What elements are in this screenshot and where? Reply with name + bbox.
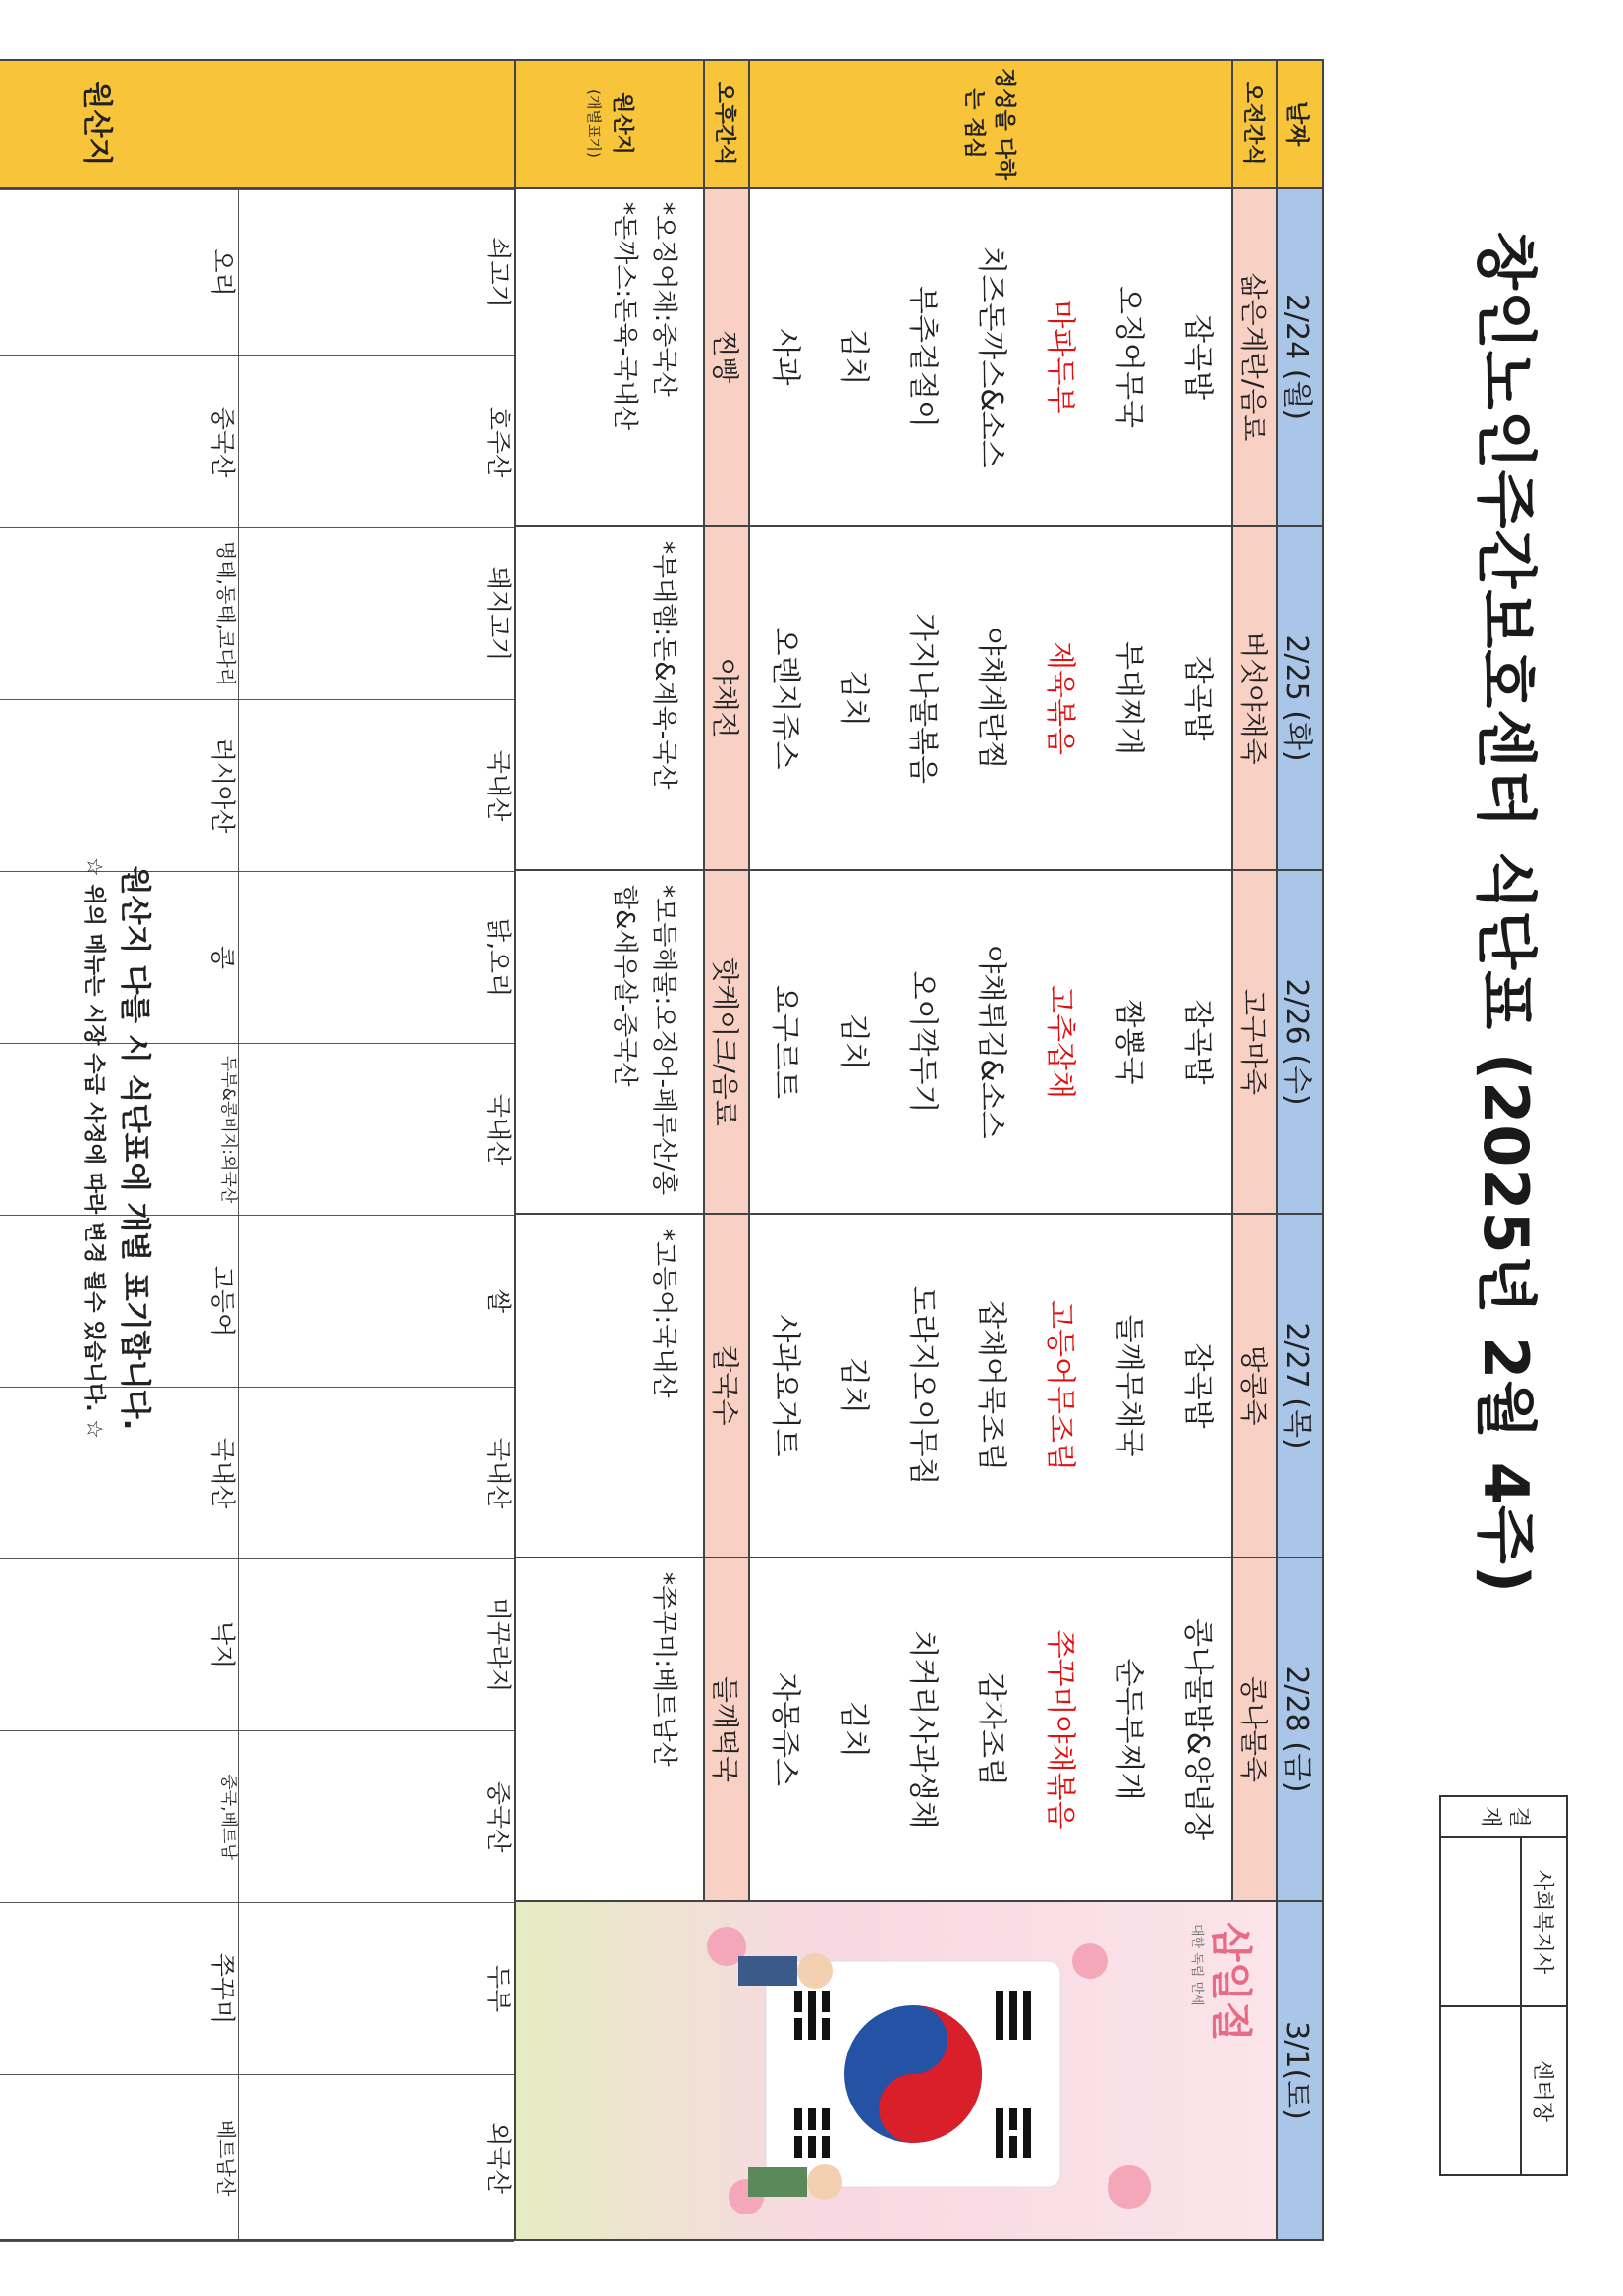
day-lunch: [749, 1214, 1232, 1558]
lunch-item: 사과: [768, 328, 802, 386]
pm-snack: 들깨떡국: [704, 1558, 749, 1901]
origin-item: 쭈꾸미: [0, 1903, 239, 2075]
origin-item: 돼지고기: [239, 528, 514, 700]
origin-note: *부대햄:돈&계육-국산: [515, 526, 704, 870]
origin-country: 외국산: [239, 2075, 514, 2242]
pm-snack: 야채전: [704, 526, 749, 870]
pm-snack: 핫케이크/음료: [704, 870, 749, 1214]
origin-item: 두부: [239, 1903, 514, 2075]
lunch-item: 부대찌개: [1111, 641, 1146, 755]
footer-notice: 원산지 다를 시 식단표에 개별 표기합니다.: [117, 865, 152, 1431]
am-snack-row: [1232, 60, 1277, 2240]
day-lunch: [749, 188, 1232, 526]
origin-country: 국내산: [239, 1388, 514, 1559]
lunch-item: 순두부찌개: [1111, 1658, 1146, 1801]
holiday-cell: [515, 1901, 1277, 2240]
approval-role: 사회복지사: [1521, 1837, 1567, 2006]
day-lunch: [749, 870, 1232, 1214]
lunch-item: 오이깍두기: [905, 970, 940, 1114]
origin-item: 명태,동태,코다리: [0, 528, 239, 700]
lunch-item: 부추겉절이: [905, 286, 940, 428]
origin-note: *고등어:국내산: [515, 1214, 704, 1558]
day-date: 3/1(토): [1277, 1901, 1323, 2240]
origin-note-label: 원산지: [609, 92, 634, 155]
lunch-item: 콩나물밥&양념장: [1180, 1617, 1215, 1841]
lunch-item: 김치: [837, 328, 871, 386]
row-label: [515, 60, 704, 188]
lunch-item: 야채계란찜: [974, 627, 1008, 770]
day-date: 2/25 (화): [1277, 526, 1323, 870]
approval-box: [1439, 1795, 1568, 2176]
menu-table: [0, 59, 1324, 2241]
origin-item: 미꾸라지: [239, 1559, 514, 1731]
origin-country: 국내산: [0, 1388, 239, 1559]
origin-country: 두부&콩비지:외국산: [0, 1044, 239, 1216]
lunch-item: 치즈돈까스&소스: [974, 246, 1008, 468]
origin-item: 콩: [0, 872, 239, 1044]
lunch-item: 자몽쥬스: [768, 1672, 802, 1786]
lunch-item-main: 쭈꾸미야채볶음: [1043, 1629, 1077, 1830]
lunch-item-main: 제육볶음: [1043, 641, 1077, 755]
lunch-item: 야채튀김&소스: [974, 945, 1008, 1139]
lunch-item: 김치: [837, 1013, 871, 1070]
lunch-item-main: 고등어무조림: [1043, 1300, 1077, 1471]
holiday-subtitle: 대한 독립 만세: [1189, 1924, 1204, 2006]
lunch-item: 잡곡밥: [1180, 999, 1215, 1085]
origin-table-cell: [0, 188, 515, 2240]
row-label: 원산지: [0, 60, 515, 188]
day-date: 2/24 (월): [1277, 188, 1323, 526]
page-title: 창인노인주간보호센터 식단표 (2025년 2월 4주): [1470, 231, 1542, 1595]
day-date: 2/28 (금): [1277, 1558, 1323, 1901]
lunch-item: 잡곡밥: [1180, 655, 1215, 741]
lunch-item: 오렌지쥬스: [768, 627, 802, 770]
row-label: 정성을 다하는 점심: [749, 60, 1232, 188]
origin-grid-row: [239, 190, 514, 2242]
am-snack: 콩나물죽: [1232, 1558, 1277, 1901]
origin-country: 중국산: [239, 1731, 514, 1903]
lunch-item-main: 마파두부: [1043, 300, 1077, 414]
pm-snack: 찐빵: [704, 188, 749, 526]
lunch-item: 김치: [837, 1701, 871, 1758]
origin-country: 호주산: [239, 356, 514, 528]
lunch-item: 요구르트: [768, 985, 802, 1099]
origin-item: 쌀: [239, 1216, 514, 1388]
origin-country: 국내산: [239, 700, 514, 872]
lunch-item: 가지나물볶음: [905, 613, 940, 784]
lunch-item: 김치: [837, 670, 871, 727]
lunch-item: 짬뽕국: [1111, 999, 1146, 1085]
lunch-item: 잡곡밥: [1180, 314, 1215, 400]
footer-disclaimer: ☆ 위의 메뉴는 시장 수급 사정에 따라 변경 될수 있습니다. ☆: [81, 857, 106, 1439]
date-row: [1277, 60, 1323, 2240]
origin-row: [0, 60, 515, 2240]
origin-grid: [0, 189, 514, 2242]
am-snack: 고구마죽: [1232, 870, 1277, 1214]
day-date: 2/26 (수): [1277, 870, 1323, 1214]
origin-item: 낙지: [0, 1559, 239, 1731]
approval-label: 결재: [1440, 1796, 1567, 1837]
day-lunch: [749, 526, 1232, 870]
holiday-illustration: [516, 1902, 1276, 2239]
row-label: 날짜: [1277, 60, 1323, 188]
holiday-title: 삼일절: [1207, 1922, 1255, 2042]
day-lunch: [749, 1558, 1232, 1901]
origin-note-sublabel: (개별표기): [584, 89, 603, 158]
origin-note: *쭈꾸미:베트남산: [515, 1558, 704, 1901]
lunch-item: 잡곡밥: [1180, 1342, 1215, 1429]
row-label: 오후간식: [704, 60, 749, 188]
lunch-item: 김치: [837, 1357, 871, 1414]
origin-country: 중국,베트남: [0, 1731, 239, 1903]
approval-role: 센터장: [1521, 2006, 1567, 2175]
lunch-item: 감자조림: [974, 1672, 1008, 1786]
origin-country: 중국산: [0, 356, 239, 528]
row-label: 오전간식: [1232, 60, 1277, 188]
lunch-item: 잡채어묵조림: [974, 1300, 1008, 1471]
lunch-item-main: 고추잡채: [1043, 985, 1077, 1099]
am-snack: 삶은계란/음료: [1232, 188, 1277, 526]
pm-snack: 칼국수: [704, 1214, 749, 1558]
origin-item: 오리: [0, 190, 239, 356]
approval-sign-cell: [1440, 1837, 1521, 2006]
approval-sign-cell: [1440, 2006, 1521, 2175]
origin-country: 국내산: [239, 1044, 514, 1216]
lunch-item: 사과요거트: [768, 1314, 802, 1457]
origin-item: 닭,오리: [239, 872, 514, 1044]
day-date: 2/27 (목): [1277, 1214, 1323, 1558]
lunch-item: 오징어무국: [1111, 286, 1146, 428]
lunch-item: 치커리사과생채: [905, 1629, 940, 1830]
lunch-item: 들깨무채국: [1111, 1314, 1146, 1457]
am-snack: 땅콩죽: [1232, 1214, 1277, 1558]
origin-item: 고등어: [0, 1216, 239, 1388]
origin-country: 베트남산: [0, 2075, 239, 2242]
taegukgi-icon: [619, 1902, 1276, 2239]
lunch-item: 도라지오이무침: [905, 1285, 940, 1486]
origin-note: *모듬해물:오징어-페루산/홍합&새우살-중국산: [515, 870, 704, 1214]
am-snack: 버섯야채죽: [1232, 526, 1277, 870]
origin-country: 러시아산: [0, 700, 239, 872]
origin-item: 쇠고기: [239, 190, 514, 356]
origin-note: *오징어채:중국산 *돈까스:돈육-국내산: [515, 188, 704, 526]
